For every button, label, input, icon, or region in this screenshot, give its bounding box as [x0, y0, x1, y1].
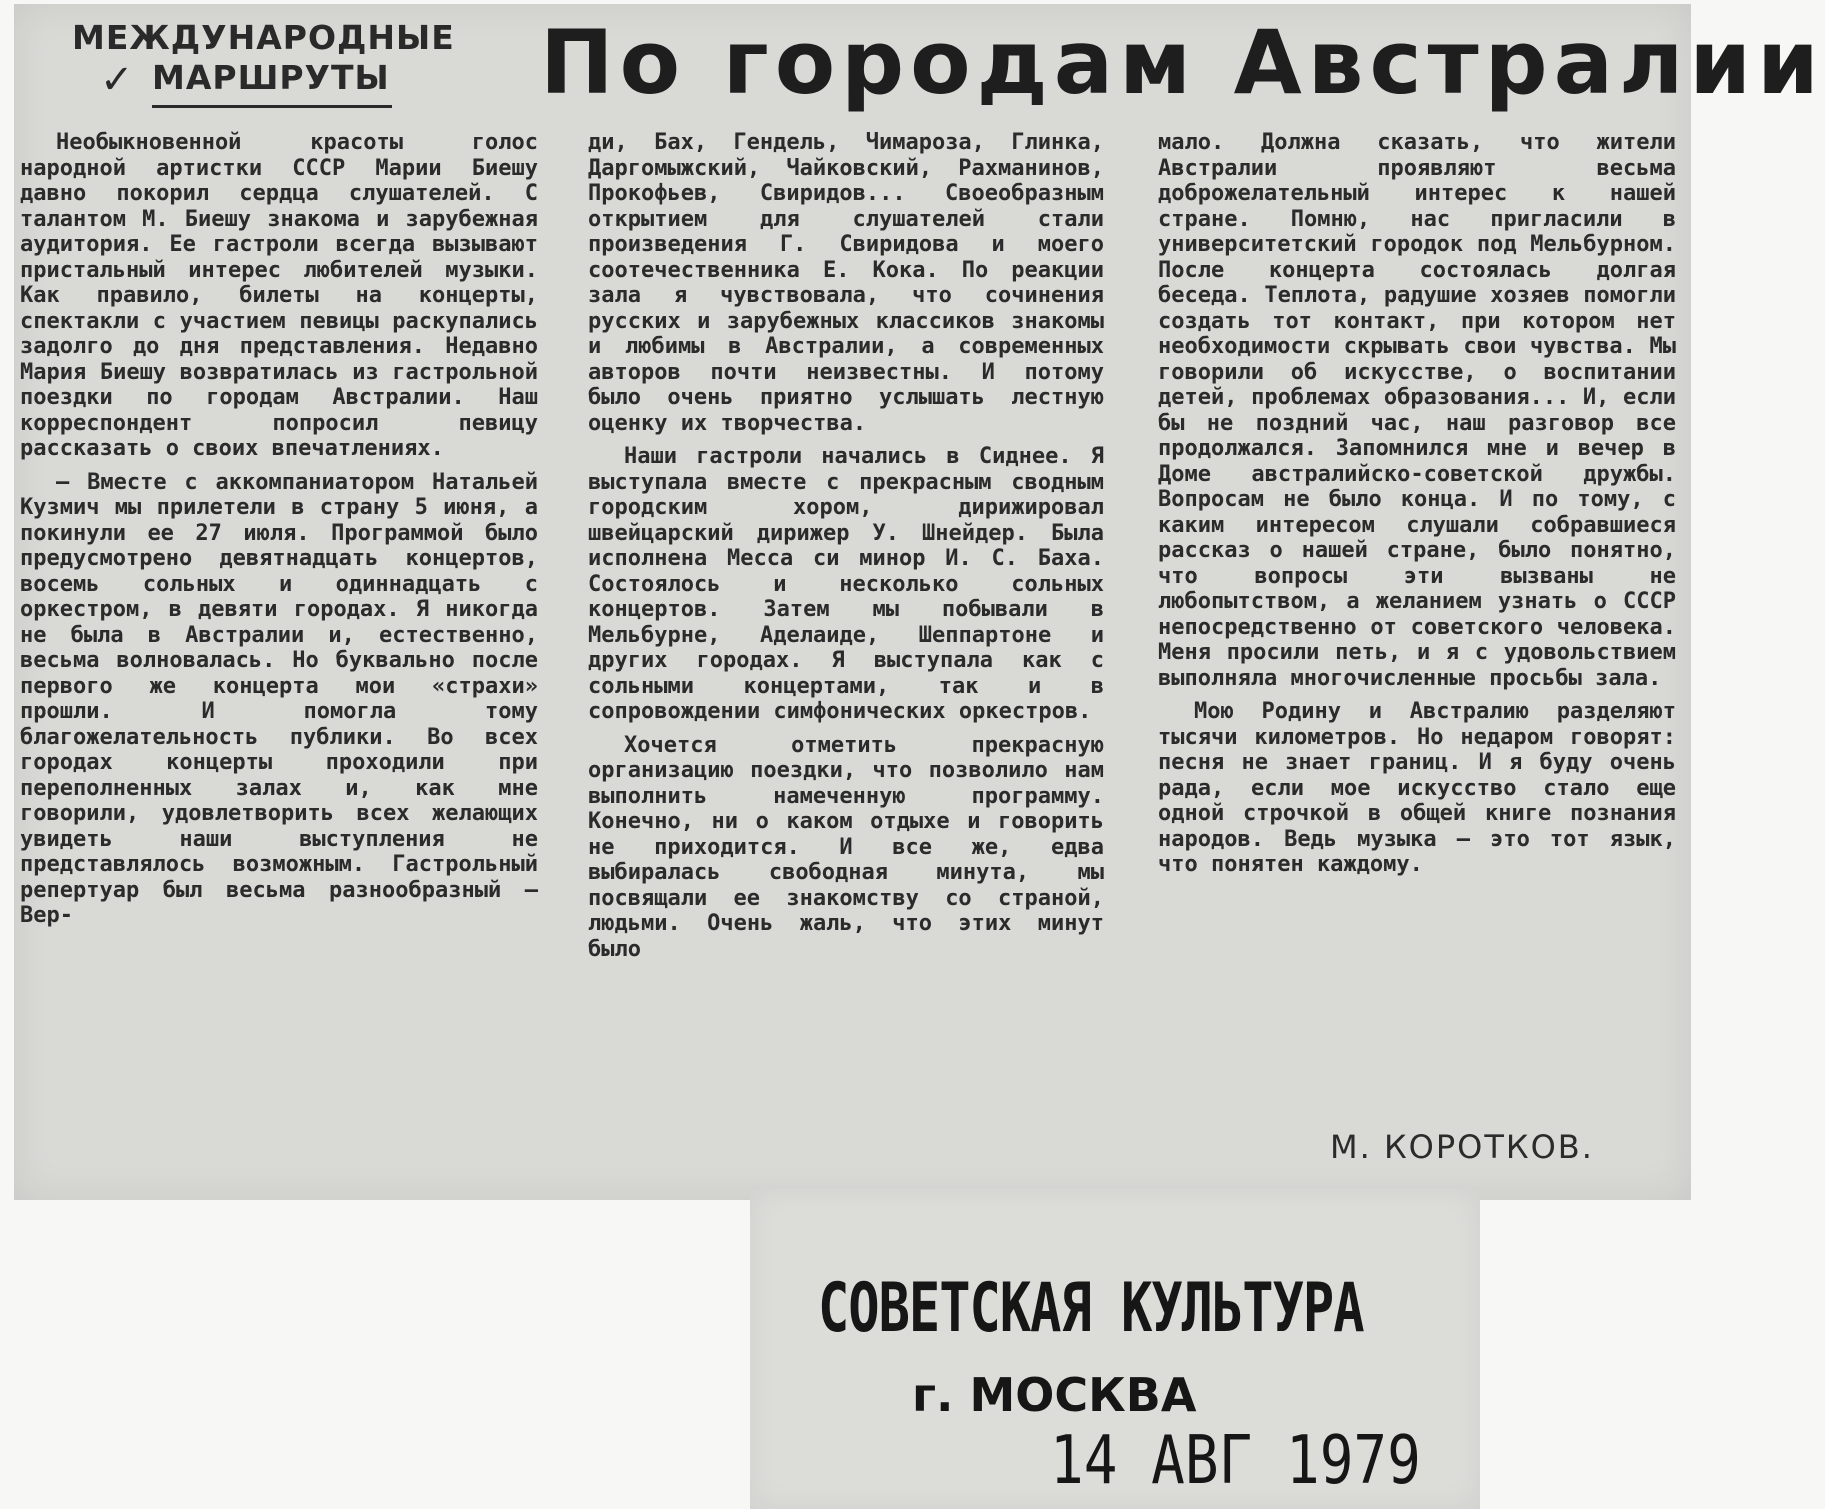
paragraph: Мою Родину и Австралию разделяют тысячи километров. Но недаром говорят: песня не знает границ. И я буду очень рада, если мое искусство стало еще одной строчкой в общей книге познания народов. Ведь музыка — это тот язык, что понятен каждому. [1158, 699, 1676, 877]
rubric-line-2: МАРШРУТЫ [152, 58, 390, 97]
stamp-date: 14 АВГ 1979 [1050, 1422, 1421, 1500]
paragraph: Наши гастроли начались в Сиднее. Я выступала вместе с прекрасным сводным городским хором, дирижировал швейцарский дирижер У. Шнейдер. Была исполнена Месса си минор И. С. Баха. Состоялось и несколько сольных концертов. Затем мы побывали в Мельбурне, Аделаиде, Шеппартоне и других городах. Я выступала как с сольными концертами, так и в сопровождении симфонических оркестров. [588, 444, 1104, 724]
article-column-1 [20, 130, 538, 929]
rubric-line-1: МЕЖДУНАРОДНЫЕ [72, 18, 455, 57]
paragraph: Хочется отметить прекрасную организацию поездки, что позволило нам выполнить намеченную программу. Конечно, ни о каком отдыхе и говорить не приходится. И все же, едва выбиралась свободная минута, мы посвящали ее знакомству со страной, людьми. Очень жаль, что этих минут было [588, 732, 1104, 962]
stamp-city: г. МОСКВА [912, 1368, 1197, 1422]
author-signature: М. КОРОТКОВ. [1330, 1128, 1594, 1166]
paragraph: — Вместе с аккомпаниатором Натальей Кузмич мы прилетели в страну 5 июня, а покинули ее 27 июля. Программой было предусмотрено девятнадцать концертов, восемь сольных и одиннадцать с оркестром, в девяти городах. Я никогда не была в Австралии и, естественно, весьма волновалась. Но буквально после первого же концерта мои «страхи» прошли. И помогла тому благожелательность публики. Во всех городах концерты проходили при переполненных залах и, как мне говорили, удовлетворить всех желающих увидеть наши выступления не представлялось возможным. Гастрольный репертуар был весьма разнообразный — Вер- [20, 469, 538, 928]
paragraph: мало. Должна сказать, что жители Австралии проявляют весьма доброжелательный интерес к нашей стране. Помню, нас пригласили в университетский городок под Мельбурном. После концерта состоялась долгая беседа. Теплота, радушие хозяев помогли создать тот контакт, при котором нет необходимости скрывать свои чувства. Мы говорили об искусстве, о воспитании детей, проблемах образования... И, если бы не поздний час, наш разговор все продолжался. Запомнился мне и вечер в Доме австралийско-советской дружбы. Вопросам не было конца. И по тому, с каким интересом слушали собравшиеся рассказ о нашей стране, было понятно, что вопросы эти вызваны не любопытством, а желанием узнать о СССР непосредственно от советского человека. Меня просили петь, и я с удовольствием выполняла многочисленные просьбы зала. [1158, 130, 1676, 691]
rubric-underline [152, 105, 392, 108]
headline: По городам Австралии [540, 11, 1825, 114]
paragraph: Необыкновенной красоты голос народной артистки СССР Марии Биешу давно покорил сердца слушателей. С талантом М. Биешу знакома и зарубежная аудитория. Ее гастроли всегда вызывают пристальный интерес любителей музыки. Как правило, билеты на концерты, спектакли с участием певицы раскупались задолго до дня представления. Недавно Мария Биешу возвратилась из гастрольной поездки по городам Австралии. Наш корреспондент попросил певицу рассказать о своих впечатлениях. [20, 130, 538, 461]
article-column-3 [1158, 130, 1676, 878]
stamp-newspaper-name: СОВЕТСКАЯ КУЛЬТУРА [818, 1270, 1364, 1348]
section-rubric [72, 18, 472, 103]
paragraph: ди, Бах, Гендель, Чимароза, Глинка, Даргомыжский, Чайковский, Рахманинов, Прокофьев, Свиридов... Своеобразным открытием для слушателей стали произведения Г. Свиридова и моего соотечественника Е. Кока. По реакции зала я чувствовала, что сочинения русских и зарубежных классиков знакомы и любимы в Австралии, а современных авторов почти неизвестны. И потому было очень приятно услышать лестную оценку их творчества. [588, 130, 1104, 436]
checkmark-icon: ✓ [100, 57, 135, 103]
article-column-2 [588, 130, 1104, 962]
